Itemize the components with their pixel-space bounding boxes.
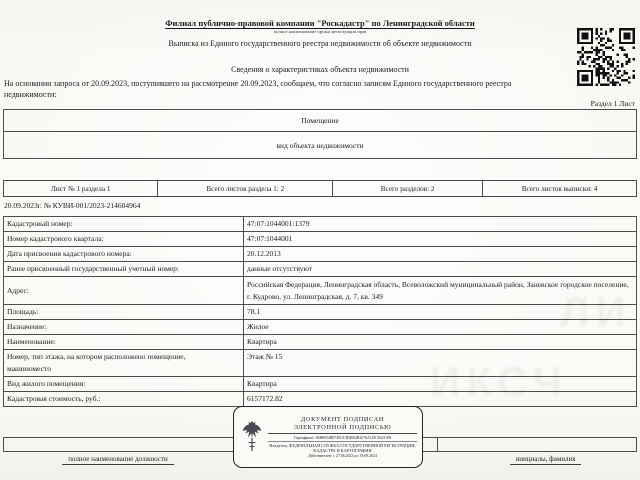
attribute-value: 47:07:1044001:1379 — [244, 217, 637, 232]
table-row — [4, 350, 637, 377]
sheet-cell: Лист № 1 раздела 1 — [4, 181, 158, 197]
table-row — [4, 217, 637, 232]
attribute-value: 47:07:1044001 — [244, 232, 637, 247]
attribute-label: Наименование: — [4, 335, 244, 350]
table-row — [4, 262, 637, 277]
watermark: ЛИ — [560, 288, 632, 335]
org-name — [0, 18, 640, 28]
attributes-table — [3, 216, 637, 407]
stamp-line2: ЭЛЕКТРОННОЙ ПОДПИСЬЮ — [268, 424, 417, 434]
stamp-line1: ДОКУМЕНТ ПОДПИСАН — [300, 415, 385, 423]
rosreestr-eagle-icon — [240, 415, 264, 459]
stamp-validity: Действителен: с 27.06.2023 по 19.09.2024 — [308, 454, 377, 459]
doc-number: 20.09.2023г. № КУВИ-001/2023-214604964 — [4, 201, 141, 210]
qr-code-icon — [577, 28, 635, 86]
digital-signature-stamp — [233, 406, 423, 468]
table-row — [4, 247, 637, 262]
attribute-label: Назначение: — [4, 320, 244, 335]
org-name-text: Филиал публично-правовой компании "Роскадастр" по Ленинградской области — [165, 18, 475, 28]
object-type-table — [3, 109, 637, 159]
signature-caption-right — [468, 455, 623, 463]
attribute-value: Российская Федерация, Ленинградская область, Всеволожский муниципальный район, Заневское городское поселение, г. Кудрово, ул. Ленинградская, д. 7, кв. 349 — [244, 277, 637, 305]
table-row — [4, 277, 637, 305]
attribute-label: Адрес: — [4, 277, 244, 305]
stamp-owner: Владелец: ФЕДЕРАЛЬНАЯ СЛУЖБА ГОСУДАРСТВЕННОЙ РЕГИСТРАЦИИ, КАДАСТРА И КАРТОГРАФИИ — [269, 442, 416, 453]
table-row — [4, 305, 637, 320]
attribute-label: Кадастровая стоимость, руб.: — [4, 392, 244, 407]
object-type-value: Помещение — [4, 110, 637, 132]
doc-title: Выписка из Единого государственного реестра недвижимости об объекте недвижимости — [168, 39, 472, 48]
section-sheet-label: Раздел 1 Лист — [590, 99, 635, 108]
signature-caption-right-text: инициалы, фамилия — [510, 455, 582, 465]
sheet-cell: Всего листов раздела 1: 2 — [158, 181, 333, 197]
attribute-label: Номер, тип этажа, на котором расположено помещение, машиноместо — [4, 350, 244, 377]
table-row — [4, 232, 637, 247]
signature-line-right — [438, 438, 637, 452]
attribute-value: Жилое — [244, 320, 637, 335]
sheet-cell: Всего листов выписки: 4 — [483, 181, 637, 197]
attribute-label: Ранее присвоенный государственный учетный номер: — [4, 262, 244, 277]
watermark: ИКСЧ — [430, 358, 569, 405]
attribute-label: Номер кадастрового квартала: — [4, 232, 244, 247]
attribute-value: 78.1 — [244, 305, 637, 320]
attribute-label: Кадастровый номер: — [4, 217, 244, 232]
attribute-label: Дата присвоения кадастрового номера: — [4, 247, 244, 262]
table-row — [4, 320, 637, 335]
signature-caption-left — [18, 455, 218, 463]
attribute-label: Вид жилого помещения: — [4, 377, 244, 392]
attribute-label: Площадь: — [4, 305, 244, 320]
attribute-value: 20.12.2013 — [244, 247, 637, 262]
signature-caption-left-text: полное наименование должности — [62, 455, 174, 465]
attribute-value: данные отсутствуют — [244, 262, 637, 277]
org-caption: полное наименование органа регистрации прав — [273, 29, 367, 34]
attribute-value: Квартира — [244, 377, 637, 392]
attribute-value: 6157172.82 — [244, 392, 637, 407]
object-type-caption: вид объекта недвижимости — [4, 132, 637, 159]
section-title: Сведения о характеристиках объекта недвижимости — [231, 65, 409, 74]
attribute-value: Квартира — [244, 335, 637, 350]
stamp-certificate: Сертификат: 00B8054B874D1CB3B02B3376ACDC8421108 — [268, 436, 417, 442]
table-row — [4, 335, 637, 350]
attribute-value: Этаж № 15 — [244, 350, 637, 377]
sheet-info-table — [3, 180, 637, 197]
table-row — [4, 377, 637, 392]
sheet-cell: Всего разделов: 2 — [333, 181, 483, 197]
table-row — [4, 392, 637, 407]
intro-text: На основании запроса от 20.09.2023, поступившего на рассмотрение 20.09.2023, сообщаем, что согласно записям Единого государственного реестра недвижимости: — [4, 79, 512, 99]
